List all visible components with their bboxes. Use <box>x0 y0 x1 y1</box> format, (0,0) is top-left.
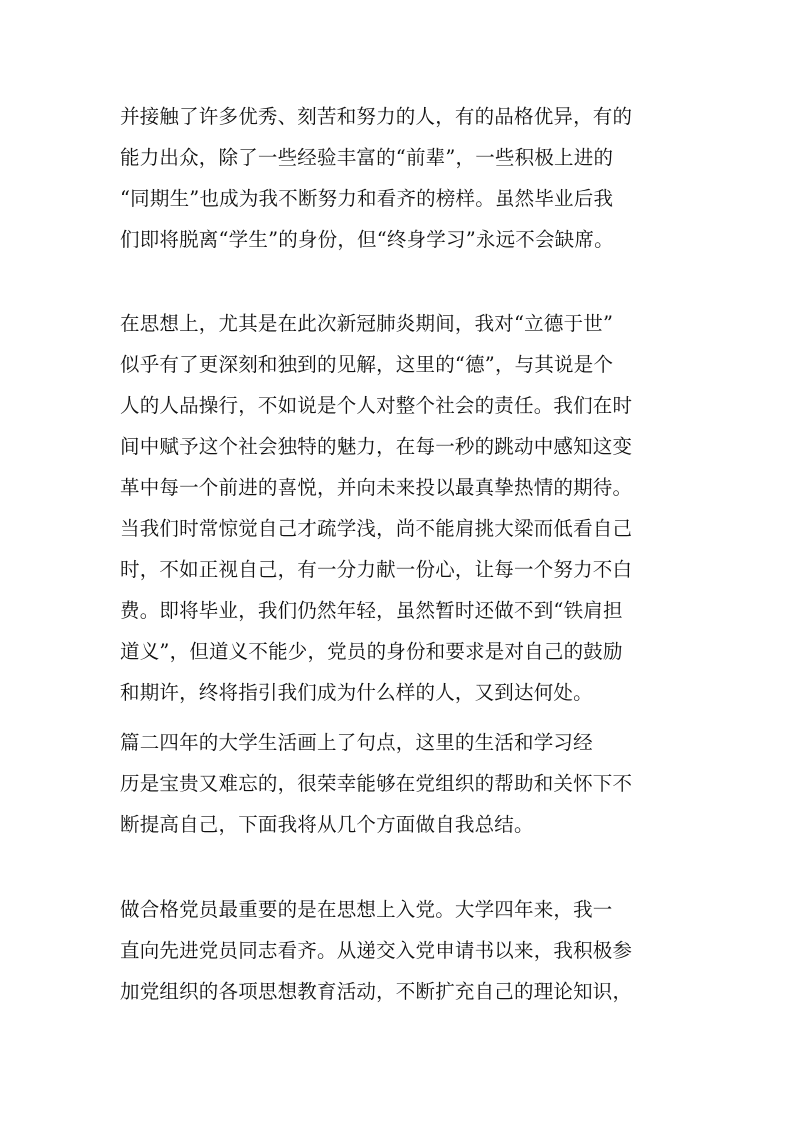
paragraph-ideology <box>120 303 680 713</box>
text-line: 加党组织的各项思想教育活动，不断扩充自己的理论知识， <box>120 980 633 1003</box>
paragraph-qualified-member <box>120 889 680 1012</box>
text-line: 费。即将毕业，我们仍然年轻，虽然暂时还做不到“铁肩担 <box>120 599 623 622</box>
text-line: 能力出众，除了一些经验丰富的“前辈”，一些积极上进的 <box>120 146 614 169</box>
text-line: 当我们时常惊觉自己才疏学浅，尚不能肩挑大梁而低看自己 <box>120 517 633 540</box>
text-line: “同期生”也成为我不断努力和看齐的榜样。虽然毕业后我 <box>120 187 614 210</box>
text-line: 道义”，但道义不能少，党员的身份和要求是对自己的鼓励 <box>120 640 623 663</box>
text-line: 间中赋予这个社会独特的魅力，在每一秒的跳动中感知这变 <box>120 435 633 458</box>
text-line: 并接触了许多优秀、刻苦和努力的人，有的品格优异，有的 <box>120 105 633 128</box>
text-line: 和期许，终将指引我们成为什么样的人，又到达何处。 <box>120 681 593 704</box>
text-line: 历是宝贵又难忘的，很荣幸能够在党组织的帮助和关怀下不 <box>120 772 633 795</box>
text-line: 篇二四年的大学生活画上了句点，这里的生活和学习经 <box>120 731 593 754</box>
paragraph-role-models <box>120 96 680 260</box>
paragraph-summary-intro <box>120 722 680 845</box>
text-line: 直向先进党员同志看齐。从递交入党申请书以来，我积极参 <box>120 939 633 962</box>
text-line: 们即将脱离“学生”的身份，但“终身学习”永远不会缺席。 <box>120 228 614 251</box>
text-line: 做合格党员最重要的是在思想上入党。大学四年来，我一 <box>120 898 613 921</box>
text-line: 断提高自己，下面我将从几个方面做自我总结。 <box>120 813 534 836</box>
text-line: 时，不如正视自己，有一分力献一份心，让每一个努力不白 <box>120 558 633 581</box>
text-line: 似乎有了更深刻和独到的见解，这里的“德”，与其说是个 <box>120 353 614 376</box>
text-line: 人的人品操行，不如说是个人对整个社会的责任。我们在时 <box>120 394 633 417</box>
text-line: 在思想上，尤其是在此次新冠肺炎期间，我对“立德于世” <box>120 312 614 335</box>
text-line: 革中每一个前进的喜悦，并向未来投以最真挚热情的期待。 <box>120 476 633 499</box>
